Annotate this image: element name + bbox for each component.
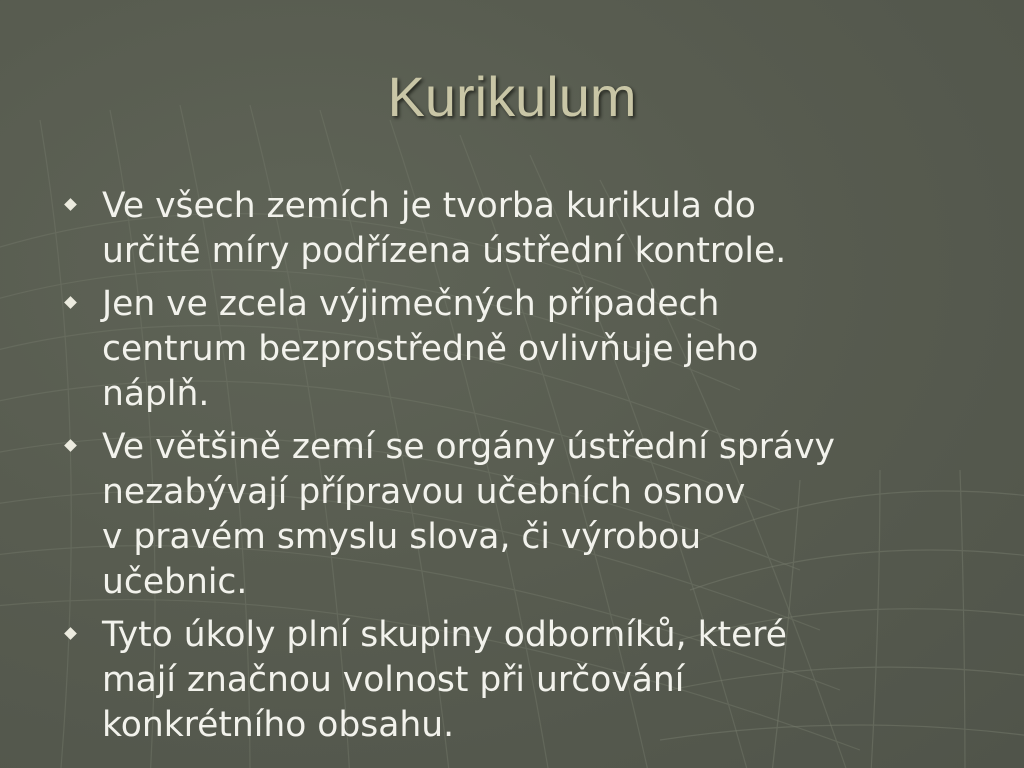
bullet-line: mají značnou volnost při určování [102, 660, 685, 700]
bullet-line: nezabývají přípravou učebních osnov [102, 472, 746, 512]
bullet-line: Ve všech zemích je tvorba kurikula do [102, 186, 756, 226]
bullet-list [60, 184, 980, 756]
diamond-bullet-icon [64, 296, 77, 309]
diamond-bullet-icon [64, 439, 77, 452]
bullet-line: náplň. [102, 374, 210, 414]
bullet-line: centrum bezprostředně ovlivňuje jeho [102, 329, 759, 369]
bullet-item [60, 613, 980, 748]
bullet-line: učebnic. [102, 562, 248, 602]
bullet-line: konkrétního obsahu. [102, 705, 455, 745]
bullet-line: určité míry podřízena ústřední kontrole. [102, 231, 787, 271]
slide-title: Kurikulum [387, 65, 637, 128]
bullet-line: Ve většině zemí se orgány ústřední správy [102, 427, 835, 467]
bullet-line: Tyto úkoly plní skupiny odborníků, které [102, 615, 787, 655]
bullet-item [60, 184, 980, 274]
diamond-bullet-icon [64, 627, 77, 640]
bullet-item [60, 282, 980, 417]
diamond-bullet-icon [64, 198, 77, 211]
bullet-item [60, 425, 980, 605]
bullet-line: Jen ve zcela výjimečných případech [102, 284, 720, 324]
bullet-line: v pravém smyslu slova, či výrobou [102, 517, 702, 557]
